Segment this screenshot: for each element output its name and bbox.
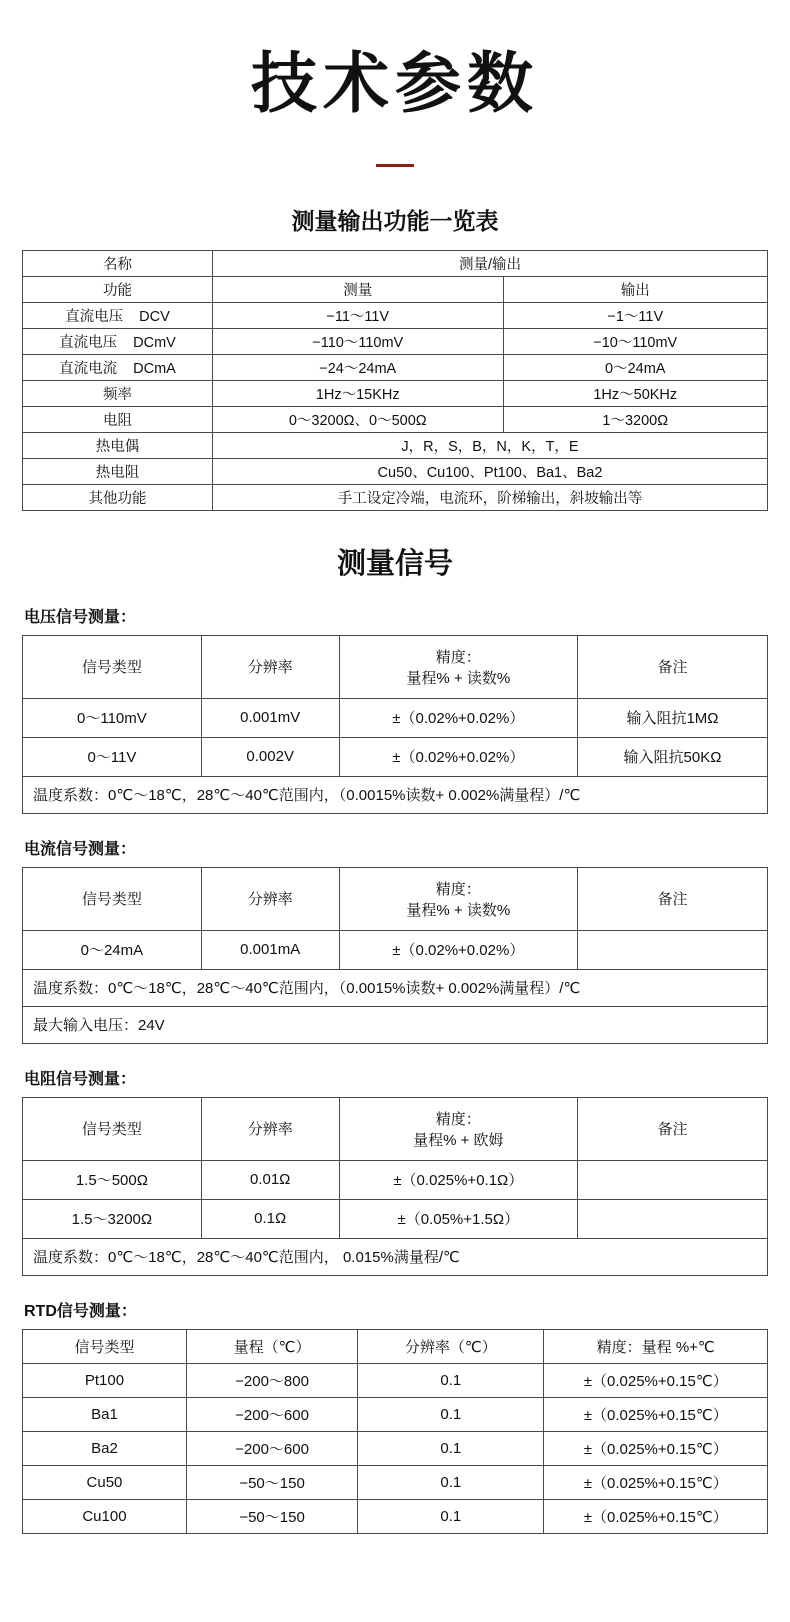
table-row [23, 1397, 768, 1431]
cell-remark: 输入阻抗50KΩ [578, 737, 768, 776]
cell-output-value: 1Hz～50KHz [503, 380, 767, 406]
col-resolution: 分辨率 [201, 867, 339, 930]
cell-accuracy: ±（0.05%+1.5Ω） [339, 1199, 577, 1238]
cell-remark: 输入阻抗1MΩ [578, 698, 768, 737]
col-signal-type: 信号类型 [23, 1329, 187, 1363]
cell-signal-type: Cu100 [23, 1499, 187, 1533]
measure-signal-title: 测量信号 [336, 547, 453, 580]
resistance-section-label: 电阻信号测量： [24, 1070, 137, 1088]
cell-function-name: 热电偶 [23, 432, 213, 458]
cell-range: −200～600 [186, 1431, 357, 1465]
cell-signal-type: Cu50 [23, 1465, 187, 1499]
table-row [23, 380, 768, 406]
col-resolution: 分辨率 [201, 1097, 339, 1160]
table-note-row [23, 1006, 768, 1043]
table-row [23, 1499, 768, 1533]
cell-range: −200～800 [186, 1363, 357, 1397]
cell-output-value: −1～11V [503, 302, 767, 328]
cell-resolution: 0.1 [358, 1465, 544, 1499]
col-remark: 备注 [578, 635, 768, 698]
cell-signal-type: 1.5～3200Ω [23, 1199, 202, 1238]
current-section-label: 电流信号测量： [24, 840, 137, 858]
col-accuracy: 精度：量程 %+℃ [544, 1329, 768, 1363]
col-range: 量程（℃） [186, 1329, 357, 1363]
cell-function-name: 直流电压 DCmV [23, 328, 213, 354]
voltage-section-label: 电压信号测量： [24, 608, 137, 626]
table-header-row [23, 1329, 768, 1363]
col-accuracy: 精度： 量程% + 欧姆 [339, 1097, 577, 1160]
table-row [23, 930, 768, 969]
table-row [23, 432, 768, 458]
table-row [23, 276, 768, 302]
cell-note: 温度系数：0℃～18℃，28℃～40℃范围内，（0.0015%读数+ 0.002%满量程）/℃ [23, 969, 768, 1006]
table-row [23, 1199, 768, 1238]
spec-sheet-page [0, 46, 790, 1622]
cell-accuracy: ±（0.025%+0.15℃） [544, 1499, 768, 1533]
table-row [23, 484, 768, 510]
cell-resolution: 0.1Ω [201, 1199, 339, 1238]
cell-resolution: 0.1 [358, 1499, 544, 1533]
cell-remark [578, 1160, 768, 1199]
col-accuracy: 精度： 量程% + 读数% [339, 867, 577, 930]
cell-output-value: 0～24mA [503, 354, 767, 380]
cell-measure-value: −24～24mA [212, 354, 503, 380]
cell-span-value: Cu50、Cu100、Pt100、Ba1、Ba2 [212, 458, 767, 484]
table-header-row [23, 1097, 768, 1160]
table-row [23, 1160, 768, 1199]
cell-measure-value: −110～110mV [212, 328, 503, 354]
cell-remark [578, 1199, 768, 1238]
col-remark: 备注 [578, 1097, 768, 1160]
current-table [22, 867, 768, 1044]
cell-span-value: J，R，S，B，N，K，T，E [212, 432, 767, 458]
cell-function-name: 频率 [23, 380, 213, 406]
col-signal-type: 信号类型 [23, 1097, 202, 1160]
cell-accuracy: ±（0.025%+0.15℃） [544, 1431, 768, 1465]
table-row [23, 302, 768, 328]
col-remark: 备注 [578, 867, 768, 930]
col-resolution: 分辨率 [201, 635, 339, 698]
cell-signal-type: 0～11V [23, 737, 202, 776]
cell-accuracy: ±（0.025%+0.15℃） [544, 1363, 768, 1397]
cell-resolution: 0.1 [358, 1431, 544, 1465]
cell-range: −50～150 [186, 1499, 357, 1533]
page-title: 技术参数 [251, 45, 539, 122]
cell-range: −200～600 [186, 1397, 357, 1431]
table-row [23, 737, 768, 776]
table-note-row [23, 1238, 768, 1275]
cell-accuracy: ±（0.025%+0.15℃） [544, 1465, 768, 1499]
cell-measure-value: −11～11V [212, 302, 503, 328]
cell-resolution: 0.01Ω [201, 1160, 339, 1199]
cell-output-header: 输出 [503, 276, 767, 302]
table-row [23, 328, 768, 354]
overview-table [22, 250, 768, 511]
table-row [23, 354, 768, 380]
cell-function-name: 直流电流 DCmA [23, 354, 213, 380]
cell-remark [578, 930, 768, 969]
table-row [23, 250, 768, 276]
cell-signal-type: Ba2 [23, 1431, 187, 1465]
cell-signal-type: 1.5～500Ω [23, 1160, 202, 1199]
cell-resolution: 0.002V [201, 737, 339, 776]
table-row [23, 698, 768, 737]
col-signal-type: 信号类型 [23, 867, 202, 930]
cell-resolution: 0.1 [358, 1363, 544, 1397]
overview-table-title: 测量输出功能一览表 [291, 207, 499, 234]
cell-signal-type: 0～24mA [23, 930, 202, 969]
cell-resolution: 0.001mA [201, 930, 339, 969]
cell-signal-type: Ba1 [23, 1397, 187, 1431]
cell-accuracy: ±（0.02%+0.02%） [339, 737, 577, 776]
cell-note: 温度系数：0℃～18℃，28℃～40℃范围内， 0.015%满量程/℃ [23, 1238, 768, 1275]
cell-function-name: 直流电压 DCV [23, 302, 213, 328]
cell-accuracy: ±（0.02%+0.02%） [339, 930, 577, 969]
cell-resolution: 0.1 [358, 1397, 544, 1431]
cell-meas-output: 测量/输出 [212, 250, 767, 276]
cell-measure-value: 1Hz～15KHz [212, 380, 503, 406]
cell-range: −50～150 [186, 1465, 357, 1499]
table-note-row [23, 969, 768, 1006]
table-row [23, 458, 768, 484]
cell-output-value: 1～3200Ω [503, 406, 767, 432]
cell-function-label: 功能 [23, 276, 213, 302]
cell-function-name: 电阻 [23, 406, 213, 432]
col-resolution: 分辨率（℃） [358, 1329, 544, 1363]
cell-function-name: 热电阻 [23, 458, 213, 484]
resistance-table [22, 1097, 768, 1276]
voltage-table [22, 635, 768, 814]
col-signal-type: 信号类型 [23, 635, 202, 698]
title-divider [376, 164, 414, 167]
cell-name-label: 名称 [23, 250, 213, 276]
cell-accuracy: ±（0.02%+0.02%） [339, 698, 577, 737]
table-header-row [23, 635, 768, 698]
table-note-row [23, 776, 768, 813]
cell-output-value: −10～110mV [503, 328, 767, 354]
rtd-section-label: RTD信号测量： [24, 1302, 137, 1320]
cell-note: 最大输入电压：24V [23, 1006, 768, 1043]
cell-accuracy: ±（0.025%+0.1Ω） [339, 1160, 577, 1199]
cell-accuracy: ±（0.025%+0.15℃） [544, 1397, 768, 1431]
table-row [23, 1363, 768, 1397]
cell-measure-header: 测量 [212, 276, 503, 302]
col-accuracy: 精度： 量程% + 读数% [339, 635, 577, 698]
cell-span-value: 手工设定冷端，电流环，阶梯输出，斜坡输出等 [212, 484, 767, 510]
table-row [23, 406, 768, 432]
cell-signal-type: Pt100 [23, 1363, 187, 1397]
cell-note: 温度系数：0℃～18℃，28℃～40℃范围内，（0.0015%读数+ 0.002%满量程）/℃ [23, 776, 768, 813]
cell-function-name: 其他功能 [23, 484, 213, 510]
cell-signal-type: 0～110mV [23, 698, 202, 737]
table-row [23, 1431, 768, 1465]
rtd-table [22, 1329, 768, 1534]
cell-measure-value: 0～3200Ω、0～500Ω [212, 406, 503, 432]
table-header-row [23, 867, 768, 930]
cell-resolution: 0.001mV [201, 698, 339, 737]
table-row [23, 1465, 768, 1499]
